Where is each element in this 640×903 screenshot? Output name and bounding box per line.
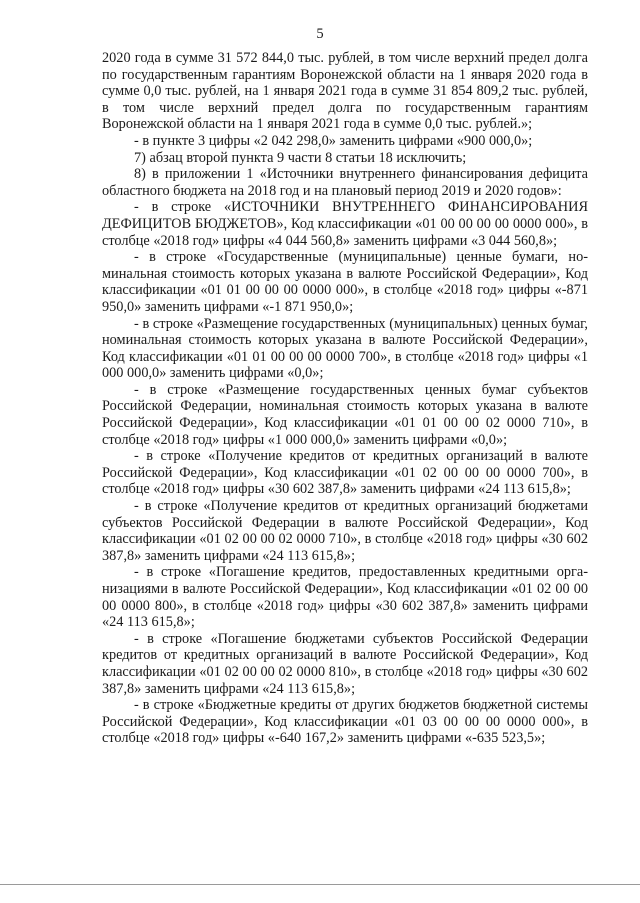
document-body — [102, 50, 588, 747]
paragraph: - в строке «Получение кредитов от кредитных организаций бюджетами субъектов Российской Федерации в валюте Российской Федерации», Код классификации «01 02 00 00 02 0000 710», в столбце «2018 год» цифры «30 602 387,8» заменить цифрами «24 113 615,8»; — [102, 498, 588, 564]
paragraph: 8) в приложении 1 «Источники внутреннего финансирования дефицита областного бюджета на 2018 год и на плановый период 2019 и 2020 годов»: — [102, 166, 588, 199]
paragraph: - в строке «Погашение кредитов, предоставленных кредитными организациями в валюте Российской Федерации», Код классификации «01 02 00 00 00 0000 800», в столбце «2018 год» цифры «30 602 387,8» заменить цифрами «24 113 615,8»; — [102, 564, 588, 631]
paragraph: - в строке «Бюджетные кредиты от других бюджетов бюджетной системы Российской Федерации», Код классификации «01 03 00 00 00 0000 000», в столбце «2018 год» цифры «-640 167,2» заменить цифрами «-635 523,5»; — [102, 697, 588, 747]
paragraph: - в строке «ИСТОЧНИКИ ВНУТРЕННЕГО ФИНАНСИРОВАНИЯ ДЕФИЦИТОВ БЮДЖЕТОВ», Код классификации «01 00 00 00 00 0000 000», в столбце «2018 год» цифры «4 044 560,8» заменить цифрами «3 044 560,8»; — [102, 199, 588, 249]
paragraph: 7) абзац второй пункта 9 части 8 статьи 18 исключить; — [134, 149, 467, 166]
paragraph: 2020 года в сумме 31 572 844,0 тыс. рублей, в том числе верхний предел долга по государственным гарантиям Воронежской области на 1 января 2020 года в сумме 0,0 тыс. рублей, на 1 января 2021 года в сумме 31 854 809,2 тыс. рублей, в том числе верхний предел долга по государственным гарантиям Воронежской области на 1 января 2021 года в сумме 0,0 тыс. рублей.»; — [102, 50, 588, 133]
paragraph: - в пункте 3 цифры «2 042 298,0» заменить цифрами «900 000,0»; — [134, 132, 533, 149]
paragraph: - в строке «Размещение государственных (муниципальных) ценных бумаг, номинальная стоимость которых указана в валюте Российской Федерации», Код классификации «01 01 00 00 00 0000 700», в столбце «2018 год» цифры «1 000 000,0» заменить цифрами «0,0»; — [102, 315, 588, 382]
page-number: 5 — [316, 26, 324, 42]
paragraph: - в строке «Погашение бюджетами субъектов Российской Федерации кредитов от кредитных организаций в валюте Российской Федерации», Код классификации «01 02 00 00 02 0000 810», в столбце «2018 год» цифры «30 602 387,8» заменить цифрами «24 113 615,8»; — [102, 630, 588, 697]
page-bottom-rule — [0, 884, 640, 885]
paragraph: - в строке «Получение кредитов от кредитных организаций в валюте Российской Федерации», Код классификации «01 02 00 00 00 0000 700», в столбце «2018 год» цифры «30 602 387,8» заменить цифрами «24 113 615,8»; — [102, 448, 588, 498]
paragraph: - в строке «Размещение государственных ценных бумаг субъектов Российской Федерации, номинальная стоимость которых указана в валюте Российской Федерации», Код классификации «01 01 00 00 02 0000 710», в столбце «2018 год» цифры «1 000 000,0» заменить цифрами «0,0»; — [102, 381, 588, 448]
paragraph: - в строке «Государственные (муниципальные) ценные бумаги, номинальная стоимость которых указана в валюте Российской Федерации», Код классификации «01 01 00 00 00 0000 000», в столбце «2018 год» цифры «-871 950,0» заменить цифрами «-1 871 950,0»; — [102, 249, 588, 315]
